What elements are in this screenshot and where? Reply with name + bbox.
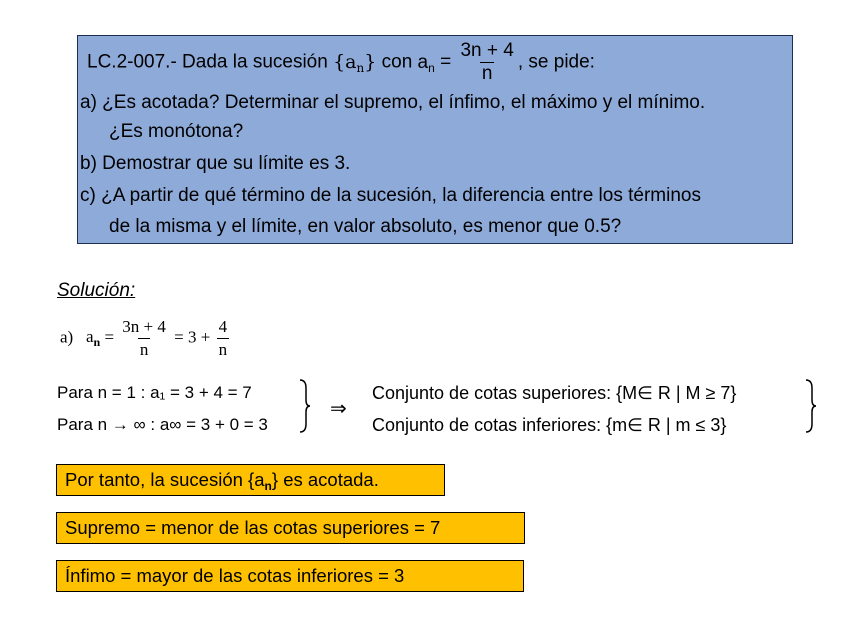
solution-a-label: a) (60, 327, 74, 347)
question-c-line2: de la misma y el límite, en valor absoluto, es menor que 0.5? (109, 216, 622, 237)
solution-general-term (85, 327, 101, 350)
problem-heading (87, 40, 595, 85)
infimo-box (56, 560, 524, 592)
right-brace-icon-2 (804, 378, 818, 434)
infimo-text: Ínfimo = mayor de las cotas inferiores = 3 (65, 565, 405, 586)
bounded-text: Por tanto, la sucesión {a (65, 469, 265, 490)
bounded-conclusion-box (56, 464, 445, 496)
sequence-open: {a (333, 50, 357, 73)
solution-fraction-2-denominator: n (218, 340, 228, 359)
right-brace-icon (298, 378, 312, 434)
con-word: con (381, 51, 413, 73)
question-a-line2: ¿Es monótona? (109, 121, 244, 142)
solution-term-subscript: n (93, 335, 101, 350)
bounded-text-end: } es acotada. (271, 469, 379, 490)
fraction-numerator: 3n + 4 (460, 40, 514, 61)
question-b: b) Demostrar que su límite es 3. (80, 153, 351, 174)
problem-heading-suffix: , se pide: (517, 51, 595, 73)
solution-fraction-1 (120, 316, 168, 361)
implies-arrow: ⇒ (330, 398, 347, 420)
general-term-fraction (458, 40, 515, 85)
sequence-subscript: n (356, 60, 365, 75)
solution-term-symbol: a (85, 327, 94, 347)
solution-a-formula (60, 316, 231, 361)
problem-heading-text: LC.2-007.- Dada la sucesión (87, 51, 328, 73)
solution-fraction-2-numerator: 4 (218, 317, 228, 336)
equals-sign: = (440, 51, 452, 73)
upper-bounds-set: Conjunto de cotas superiores: {M∈ R | M ≥ 7} (372, 383, 737, 403)
case-n-equals-1: Para n = 1 : a₁ = 3 + 4 = 7 (57, 383, 252, 402)
question-c-line1: c) ¿A partir de qué término de la sucesión, la diferencia entre los términos (80, 185, 701, 206)
sequence-close: } (364, 50, 377, 73)
lower-bounds-set: Conjunto de cotas inferiores: {m∈ R | m ≤ 3} (372, 415, 727, 435)
fraction-denominator: n (481, 63, 493, 84)
solution-equals-2: = 3 + (174, 327, 211, 347)
question-a-line1: a) ¿Es acotada? Determinar el supremo, el ínfimo, el máximo y el mínimo. (80, 92, 706, 113)
solution-fraction-1-numerator: 3n + 4 (122, 317, 166, 336)
sequence-symbol (333, 51, 376, 73)
bounded-subscript: n (264, 479, 272, 493)
solution-heading: Solución: (57, 280, 136, 301)
general-term (418, 52, 435, 73)
solution-fraction-1-denominator: n (139, 340, 149, 359)
solution-fraction-2 (217, 316, 230, 361)
general-term-subscript: n (428, 60, 435, 75)
general-term-symbol: a (417, 51, 429, 73)
supremo-box (56, 512, 525, 544)
solution-equals-1: = (104, 327, 115, 347)
case-n-infinity: Para n → ∞ : a∞ = 3 + 0 = 3 (57, 415, 268, 434)
supremo-text: Supremo = menor de las cotas superiores = 7 (65, 517, 441, 538)
